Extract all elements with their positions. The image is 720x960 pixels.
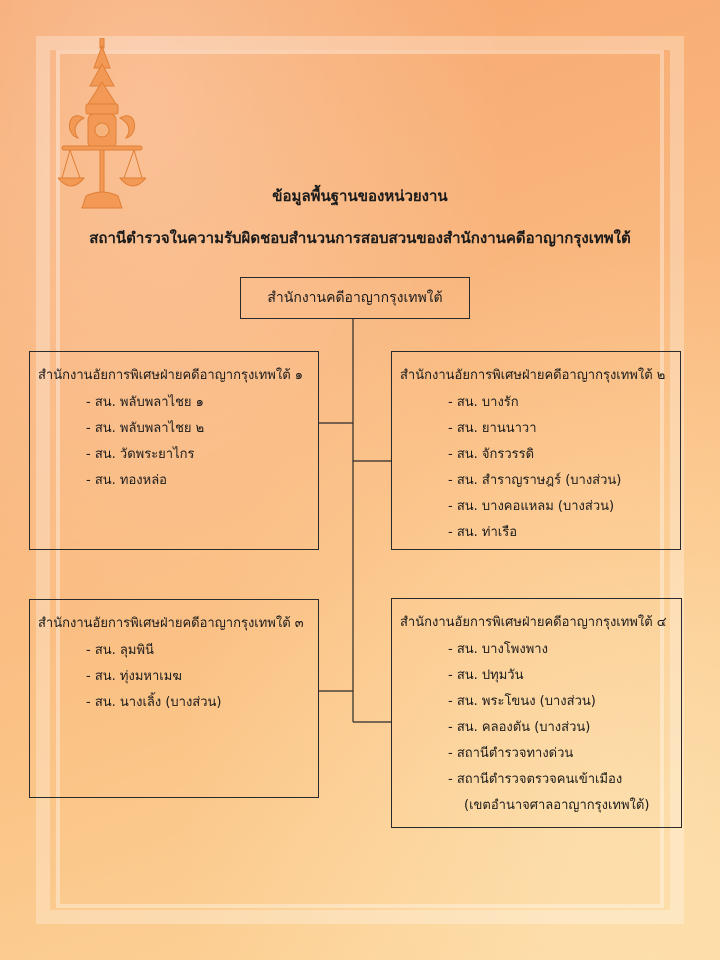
station-item: - สน. นางเลิ้ง (บางส่วน) (86, 695, 222, 710)
station-list (448, 390, 621, 546)
station-item: - สน. วัดพระยาไกร (86, 447, 195, 462)
unit-head: สำนักงานอัยการพิเศษฝ่ายคดีอาญากรุงเทพใต้ ๔ (400, 615, 667, 630)
unit-head: สำนักงานอัยการพิเศษฝ่ายคดีอาญากรุงเทพใต้ ๑ (38, 368, 304, 383)
station-item: - สน. ลุมพินี (86, 643, 154, 658)
unit-head: สำนักงานอัยการพิเศษฝ่ายคดีอาญากรุงเทพใต้ ๒ (400, 368, 666, 383)
unit-box-3 (29, 599, 319, 798)
station-item: - สน. ทุ่งมหาเมฆ (86, 669, 182, 684)
station-item: - สน. บางโพงพาง (448, 642, 548, 657)
station-item: - สถานีตำรวจตรวจคนเข้าเมือง (448, 772, 623, 787)
unit-box-2 (391, 351, 681, 550)
station-list (86, 390, 204, 494)
page-subtitle: สถานีตำรวจในความรับผิดชอบสำนวนการสอบสวนของสำนักงานคดีอาญากรุงเทพใต้ (89, 229, 631, 247)
page-title: ข้อมูลพื้นฐานของหน่วยงาน (272, 187, 448, 205)
station-item: - สน. บางคอแหลม (บางส่วน) (448, 499, 615, 514)
station-item: - สน. พลับพลาไชย ๑ (86, 395, 204, 410)
station-item: - สน. จักรวรรดิ (448, 447, 535, 462)
station-item: - สน. พระโขนง (บางส่วน) (448, 694, 596, 709)
station-item: - สน. คลองตัน (บางส่วน) (448, 720, 591, 735)
station-item: - สน. บางรัก (448, 395, 519, 410)
station-item: - สน. พลับพลาไชย ๒ (86, 421, 205, 436)
station-item: - สน. สำราญราษฎร์ (บางส่วน) (448, 473, 622, 488)
station-item: - สน. ท่าเรือ (448, 525, 518, 540)
root-node-box (240, 277, 470, 319)
station-item: - สน. ปทุมวัน (448, 668, 524, 683)
station-item: - สน. ทองหล่อ (86, 473, 167, 488)
station-list (86, 638, 222, 716)
station-list (448, 637, 649, 819)
unit-box-1 (29, 351, 319, 550)
station-note: (เขตอำนาจศาลอาญากรุงเทพใต้) (464, 798, 650, 813)
root-node-label: สำนักงานคดีอาญากรุงเทพใต้ (267, 290, 443, 306)
unit-box-4 (391, 598, 682, 828)
station-item: - สถานีตำรวจทางด่วน (448, 746, 574, 761)
unit-head: สำนักงานอัยการพิเศษฝ่ายคดีอาญากรุงเทพใต้ ๓ (38, 616, 304, 631)
station-item: - สน. ยานนาวา (448, 421, 537, 436)
